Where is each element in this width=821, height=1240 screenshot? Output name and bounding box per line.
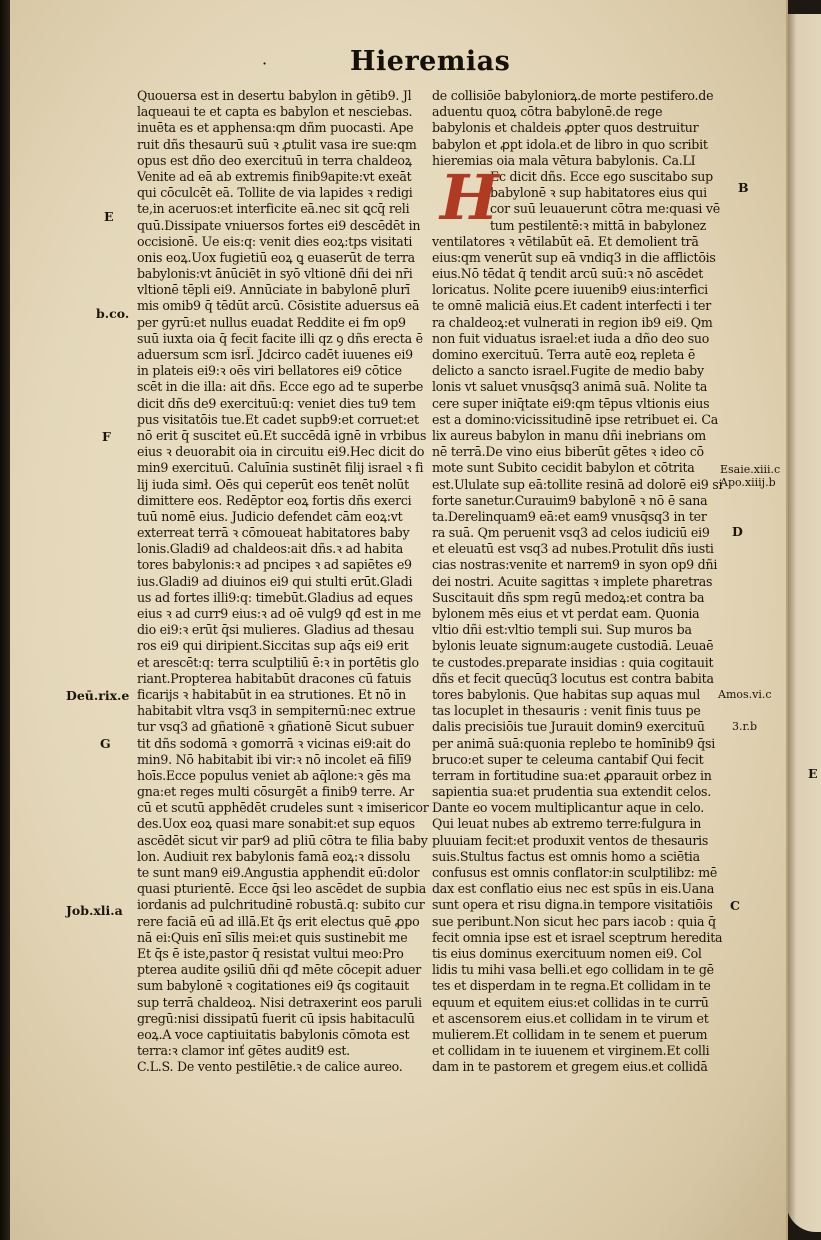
text-line: Venite ad eā ab extremis finib9apite:vt exeāt (137, 168, 412, 184)
text-line: C.L.S. De vento pestilētie.ꝛ de calice aureo. (137, 1059, 403, 1075)
text-line: cias nostras:venite et narrem9 in syon op9 dñi (432, 557, 718, 573)
text-line: rere faciā eū ad illā.Et q̄s erit electus quē ꝓpo (137, 913, 420, 929)
text-line: cor suū leuauerunt cōtra me:quasi vē (490, 201, 720, 217)
text-line: inuēta es et apphensa:qm dñm puocasti. Ape (137, 120, 414, 136)
text-line: Quouersa est in desertu babylon in gētib9. Jl (137, 88, 412, 103)
marginal-note: C (730, 898, 740, 913)
text-line: dñs et fecit quecūq3 locutus est contra babita (432, 670, 714, 686)
text-line: Et q̄s ē iste,pastor q̄ resistat vultui meo:Pro (137, 945, 404, 961)
text-line: est a domino:vicissitudinē ipse retribuet ei. Ca (432, 411, 718, 427)
text-line: loricatus. Nolite ꝑcere iuuenib9 eius:interfici (432, 282, 708, 298)
text-line: ra suā. Qm peruenit vsq3 ad celos iudiciū ei9 (432, 525, 710, 541)
text-line: dimittere eos. Redēptor eoꝝ fortis dñs exerci (137, 492, 412, 508)
text-line: sue peribunt.Non sicut hec pars iacob : quia q̄ (432, 913, 716, 929)
text-line: occisionē. Ue eis:q: venit dies eoꝝ:tps visitati (137, 233, 413, 249)
marginal-note: B (738, 180, 749, 195)
text-line: ra chaldeoꝝ:et vulnerati in region ib9 ei9. Qm (432, 314, 713, 330)
text-line: us ad fortes illi9:q: timebūt.Gladius ad eques (137, 589, 413, 605)
marginal-note: Job.xli.a (66, 903, 123, 918)
text-line: et eleuatū est vsq3 ad nubes.Protulit dñs iusti (432, 541, 714, 557)
text-line: te omnē maliciā eius.Et cadent interfecti i ter (432, 298, 712, 314)
marginal-note: Esaie.xiii.c Apo.xiiij.b (720, 463, 781, 489)
text-line: dax est conflatio eius nec est spūs in eis.Uana (432, 881, 715, 897)
text-line: in plateis ei9:ꝛ oēs viri bellatores ei9 cōtice (137, 363, 402, 379)
text-line: nā ei:Quis enī sīlis mei:et quis sustinebit me (137, 929, 408, 945)
next-page-edge (786, 14, 821, 1232)
text-line: lonis vt saluet vnusq̄sq3 animā suā. Nolite ta (432, 379, 708, 395)
text-line: cere super iniq̄tate ei9:qm tēpus vltionis eius (432, 395, 710, 411)
text-line: fecit omnia ipse est et israel sceptrum heredita (432, 929, 723, 945)
text-line: tuū nomē eius. Judicio defendet cām eoꝝ:vt (137, 508, 403, 524)
text-line: delicto a sancto israel.Fugite de medio baby (432, 363, 704, 379)
text-line: aduentu quoꝝ cōtra babylonē.de rege (432, 104, 663, 120)
marginal-note: D (732, 524, 743, 539)
text-line: ros ei9 qui diripient.Siccitas sup aq̄s ei9 erit (137, 638, 409, 654)
text-line: ventilatores ꝛ vētilabūt eā. Et demolient trā (432, 233, 699, 249)
marginal-note: Amos.vi.c (718, 688, 772, 701)
text-line: vltionē tēpli ei9. Annūciate in babylonē plurī (137, 282, 410, 298)
text-line: bruco:et super te celeuma cantabif Qui fecit (432, 751, 704, 767)
text-line: et arescēt:q: terra sculptiliū ē:ꝛ in portētis glo (137, 654, 419, 670)
text-line: ta.Derelinquam9 eā:et eam9 vnusq̄sq3 in ter (432, 508, 707, 524)
text-column-left (137, 88, 429, 1075)
text-line: domino exercituū. Terra autē eoꝝ repleta ē (432, 347, 696, 362)
text-line: dio ei9:ꝛ erūt q̄si mulieres. Gladius ad thesau (137, 622, 415, 638)
text-line: sunt opera et risu digna.in tempore visitatiōis (432, 897, 713, 913)
text-line: laqueaui te et capta es babylon et nesciebas. (137, 104, 413, 120)
marginal-note: 3.r.b (732, 720, 758, 733)
text-line: dicit dñs de9 exercituū:q: veniet dies tu9 tem (137, 395, 416, 411)
text-line: dei nostri. Acuite sagittas ꝛ implete pharetras (432, 573, 713, 589)
text-line: eoꝝ.A voce captiuitatis babylonis cōmota est (137, 1026, 410, 1042)
text-line: ius.Gladi9 ad diuinos ei9 qui stulti erūt.Gladi (137, 573, 413, 589)
text-line: tur vsq3 ad gñationē ꝛ gñationē Sicut subuer (137, 719, 414, 735)
running-head: Hieremias (350, 46, 511, 77)
text-line: riant.Propterea habitabūt dracones cū fatuis (137, 670, 412, 686)
text-line: cū et scutū apphēdēt crudeles sunt ꝛ imisericor (137, 800, 429, 816)
text-line: bylonis leuate signum:augete custodiā. Leuaē (432, 638, 714, 654)
text-line: nō erit q̄ suscitet eū.Et succēdā ignē in vrbibus (137, 427, 427, 443)
text-line: non fuit viduatus israel:et iuda a dño deo suo (432, 330, 710, 346)
text-line: lij iuda simł. Oēs qui ceperūt eos tenēt nolūt (137, 476, 409, 492)
text-line: lix aureus babylon in manu dñi inebrians om (432, 427, 706, 443)
text-line: tores babylonis. Que habitas sup aquas mul (432, 686, 701, 702)
header-dot: · (262, 54, 268, 73)
text-line: quū.Dissipate vniuersos fortes ei9 descēdēt in (137, 217, 421, 233)
text-line: mis omib9 q̄ tēdūt arcū. Cōsistite aduersus eā (137, 298, 420, 314)
text-line: pterea audite ꝯsiliū dñi qđ mēte cōcepit aduer (137, 962, 422, 978)
text-line: tas locuplet in thesauris : venit finis tuus pe (432, 703, 701, 719)
text-line: habitabit vltra vsq3 in sempiternū:nec extrue (137, 703, 416, 719)
text-line: iordanis ad pulchritudinē robustā.q: subito cur (137, 897, 425, 913)
text-line: per gyrū:et nullus euadat Reddite ei fm op9 (137, 314, 406, 330)
text-line: te sunt man9 ei9.Angustia apphendit eū:dolor (137, 865, 420, 880)
text-line: tum pestilentē:ꝛ mittā in babylonez (490, 217, 707, 233)
text-line: tis eius dominus exercituum nomen ei9. Col (432, 945, 702, 961)
text-line: eius:qm venerūt sup eā vndiq3 in die afflictōis (432, 249, 716, 265)
text-line: de collisiōe babyloniorꝝ.de morte pestifero.de (432, 88, 714, 103)
text-line: ascēdēt sicut vir par9 ad pliū cōtra te filia baby (137, 832, 428, 848)
text-line: per animā suā:quonia replebo te homīnib9 q̄si (432, 735, 715, 751)
text-line: sum babylonē ꝛ cogitationes ei9 q̄s cogitauit (137, 978, 409, 994)
marginal-note: b.co. (96, 306, 130, 321)
text-line: qui cōculcēt eā. Tollite de via lapides ꝛ redigi (137, 185, 413, 201)
text-line: opus est dño deo exercituū in terra chaldeoꝝ (137, 152, 412, 168)
text-line: eius ꝛ ad curr9 eius:ꝛ ad oē vulg9 qđ est in me (137, 606, 421, 621)
text-line: lonis.Gladi9 ad chaldeos:ait dñs.ꝛ ad habita (137, 541, 404, 557)
text-line: vltio dñi est:vltio templi sui. Sup muros ba (432, 622, 692, 638)
marginal-note: Deū.rix.e (66, 688, 130, 703)
text-line: lon. Audiuit rex babylonis famā eoꝝ:ꝛ dissolu (137, 848, 411, 864)
text-line: est.Ululate sup eā:tollite resinā ad dolorē ei9 si (432, 476, 723, 492)
text-line: min9 exercituū. Caluīnia sustinēt filij israel ꝛ fi (137, 460, 424, 476)
text-line: tores babylonis:ꝛ ad pncipes ꝛ ad sapiētes e9 (137, 557, 412, 573)
marginal-note: E (808, 766, 818, 781)
text-line: pus visitatōis tue.Et cadet supb9:et corruet:et (137, 411, 419, 427)
text-line: tit dñs sodomā ꝛ gomorrā ꝛ vicinas ei9:ait do (137, 735, 411, 751)
text-line: dalis precisiōis tue Jurauit domin9 exercituū (432, 719, 705, 735)
text-line: ficarijs ꝛ habitabūt in ea strutiones. Et nō in (137, 686, 406, 702)
text-line: et ascensorem eius.et collidam in te virum et (432, 1010, 709, 1026)
text-line: mulierem.Et collidam in te senem et puerum (432, 1026, 708, 1042)
text-line: exterreat terrā ꝛ cōmoueat habitatores baby (137, 525, 410, 541)
text-line: et collidam in te iuuenem et virginem.Et colli (432, 1043, 710, 1059)
text-line: gregū:nisi dissipatū fuerit cū ipsis habitaculū (137, 1010, 415, 1026)
text-line: te,in aceruos:et interficite eā.nec sit ꝗcq̄ reli (137, 201, 410, 217)
text-line: terra:ꝛ clamor inť gētes audit9 est. (137, 1043, 350, 1059)
text-line: sup terrā chaldeoꝝ. Nisi detraxerint eos paruli (137, 994, 422, 1010)
text-line: ruit dñs thesaurū suū ꝛ ꝓtulit vasa ire sue:qm (137, 136, 417, 152)
text-line: confusus est omnis conflator:in sculptilibz: mē (432, 865, 718, 880)
text-line: pluuiam fecit:et produxit ventos de thesauris (432, 832, 709, 848)
text-line: lidis tu mihi vasa belli.et ego collidam in te gē (432, 962, 714, 978)
text-line: onis eoꝝ.Uox fugietiū eoꝝ ꝗ euaserūt de terra (137, 249, 415, 265)
text-line: equum et equitem eius:et collidas in te currū (432, 994, 709, 1010)
text-line: babylonis et chaldeis ꝓpter quos destruitur (432, 120, 699, 136)
marginal-note: G (100, 736, 111, 751)
text-line: mote sunt Subito cecidit babylon et cōtrita (432, 460, 695, 476)
text-column-right (432, 88, 728, 1075)
text-line: aduersum scm isrl̄. Jdcirco cadēt iuuenes ei9 (137, 347, 413, 362)
text-line: Dante eo vocem multiplicantur aque in celo. (432, 800, 705, 816)
text-line: babylonis:vt ānūciēt in syō vltionē dñi dei nr̄i (137, 266, 413, 282)
text-line: dam in te pastorem et gregem eius.et collidā (432, 1059, 708, 1075)
text-line: nē terrā.De vino eius biberūt gētes ꝛ ideo cō (432, 444, 704, 460)
text-line: babylon et ꝓpt idola.et de libro in quo scribit (432, 136, 708, 152)
text-line: forte sanetur.Curauim9 babylonē ꝛ nō ē sana (432, 492, 708, 508)
text-line: terram in fortitudine sua:et ꝓparauit orbez in (432, 767, 712, 783)
text-line: tes et disperdam in te regna.Et collidam in te (432, 978, 711, 994)
drop-initial: H (440, 161, 499, 234)
text-line: bylonem mēs eius et vt perdat eam. Quonia (432, 606, 700, 621)
text-line: sapientia sua:et prudentia sua extendit celos. (432, 784, 711, 800)
text-line: scēt in die illa: ait dñs. Ecce ego ad te superbe (137, 379, 424, 395)
text-line: eius ꝛ deuorabit oia in circuitu ei9.Hec dicit do (137, 444, 425, 460)
text-line: hieremias oia mala vētura babylonis. Ca.LI (432, 152, 696, 168)
text-line: hoīs.Ecce populus veniet ab aq̄lone:ꝛ gēs ma (137, 767, 411, 783)
text-line: te custodes.preparate insidias : quia cogitauit (432, 654, 714, 670)
text-line: gna:et reges multi cōsurgēt a finib9 terre. Ar (137, 784, 414, 800)
text-line: quasi pturientē. Ecce q̄si leo ascēdet de supbia (137, 881, 426, 897)
text-line: suū iuxta oia q̄ fecit facite illi qz ꝯ dñs erecta ē (137, 330, 423, 346)
text-line: eius.Nō tēdat q̄ tendit arcū suū:ꝛ nō ascēdet (432, 266, 703, 282)
text-line: Suscitauit dñs spm regū medoꝝ:et contra ba (432, 589, 705, 605)
text-line: babylonē ꝛ sup habitatores eius qui (490, 185, 707, 201)
marginal-note: F (102, 429, 111, 444)
text-line: Ec dicit dñs. Ecce ego suscitabo sup (490, 168, 713, 184)
text-line: min9. Nō habitabit ibi vir:ꝛ nō incolet eā filī9 (137, 751, 412, 767)
marginal-note: E (104, 209, 114, 224)
text-line: suis.Stultus factus est omnis homo a sciētia (432, 848, 700, 864)
text-line: Qui leuat nubes ab extremo terre:fulgura in (432, 816, 702, 832)
text-line: des.Uox eoꝝ quasi mare sonabit:et sup equos (137, 816, 415, 832)
